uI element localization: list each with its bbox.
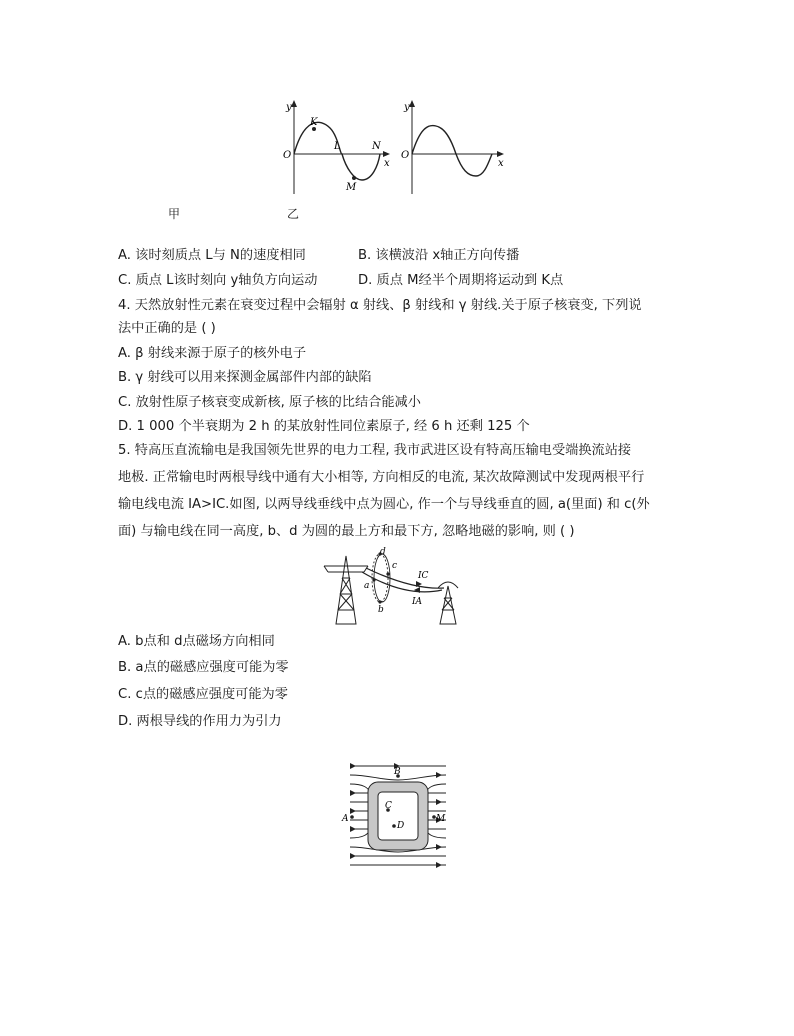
q4-option-a: A. β 射线来源于原子的核外电子 bbox=[118, 346, 307, 361]
point-a-label: a bbox=[364, 581, 370, 591]
point-d-label: D bbox=[397, 821, 405, 831]
caption-jia: 甲 bbox=[168, 207, 181, 221]
q4-option-c: C. 放射性原子核衰变成新核, 原子核的比结合能减小 bbox=[118, 395, 421, 410]
y-axis-label-left: y bbox=[286, 102, 292, 113]
caption-yi: 乙 bbox=[287, 207, 300, 221]
point-m-label: M bbox=[346, 182, 357, 193]
x-axis-label-left: x bbox=[384, 158, 390, 169]
q3-option-a: A. 该时刻质点 L与 N的速度相同 bbox=[118, 248, 306, 263]
point-c-label: c bbox=[392, 561, 398, 571]
q4-stem-line1: 4. 天然放射性元素在衰变过程中会辐射 α 射线、β 射线和 γ 射线.关于原子核衰变, 下列说 bbox=[118, 298, 642, 313]
current-ia-label: IA bbox=[412, 597, 423, 607]
wave-figure bbox=[280, 98, 520, 198]
q5-stem-line1: 5. 特高压直流输电是我国领先世界的电力工程, 我市武进区设有特高压输电受端换流站接 bbox=[118, 443, 632, 458]
q5-stem-line2: 地极. 正常输电时两根导线中通有大小相等, 方向相反的电流, 某次故障测试中发现两根平行 bbox=[118, 470, 645, 485]
q5-stem-line3: 输电线电流 IA>IC.如图, 以两导线垂线中点为圆心, 作一个与导线垂直的圆, a(里面) 和 c(外 bbox=[118, 497, 650, 512]
q5-option-c: C. c点的磁感应强度可能为零 bbox=[118, 687, 288, 702]
origin-label-right: O bbox=[401, 150, 410, 161]
q5-option-a: A. b点和 d点磁场方向相同 bbox=[118, 634, 275, 649]
transmission-line-figure bbox=[322, 546, 472, 626]
point-d-label: d bbox=[380, 547, 386, 557]
origin-label-left: O bbox=[283, 150, 292, 161]
point-k-label: K bbox=[310, 117, 318, 128]
q3-option-d: D. 质点 M经半个周期将运动到 K点 bbox=[358, 273, 564, 288]
current-ic-label: IC bbox=[418, 571, 429, 581]
point-c-label: C bbox=[385, 801, 392, 811]
magnetic-shield-figure bbox=[340, 760, 456, 872]
y-axis-label-right: y bbox=[404, 102, 410, 113]
point-a-label: A bbox=[342, 814, 349, 824]
q4-stem-line2: 法中正确的是 ( ) bbox=[118, 321, 216, 336]
q4-option-d: D. 1 000 个半衰期为 2 h 的某放射性同位素原子, 经 6 h 还剩 125 个 bbox=[118, 419, 530, 434]
point-b-label: B bbox=[394, 767, 401, 777]
point-b-label: b bbox=[378, 605, 384, 615]
q4-option-b: B. γ 射线可以用来探测金属部件内部的缺陷 bbox=[118, 370, 372, 385]
x-axis-label-right: x bbox=[498, 158, 504, 169]
q5-option-d: D. 两根导线的作用力为引力 bbox=[118, 714, 282, 729]
q3-option-b: B. 该横波沿 x轴正方向传播 bbox=[358, 248, 520, 263]
q5-stem-line4: 面) 与输电线在同一高度, b、d 为圆的最上方和最下方, 忽略地磁的影响, 则 ( ) bbox=[118, 524, 575, 539]
q5-option-b: B. a点的磁感应强度可能为零 bbox=[118, 660, 289, 675]
q3-option-c: C. 质点 L该时刻向 y轴负方向运动 bbox=[118, 273, 318, 288]
point-m-label: M bbox=[436, 814, 446, 824]
point-n-label: N bbox=[372, 141, 381, 152]
point-l-label: L bbox=[334, 141, 341, 152]
